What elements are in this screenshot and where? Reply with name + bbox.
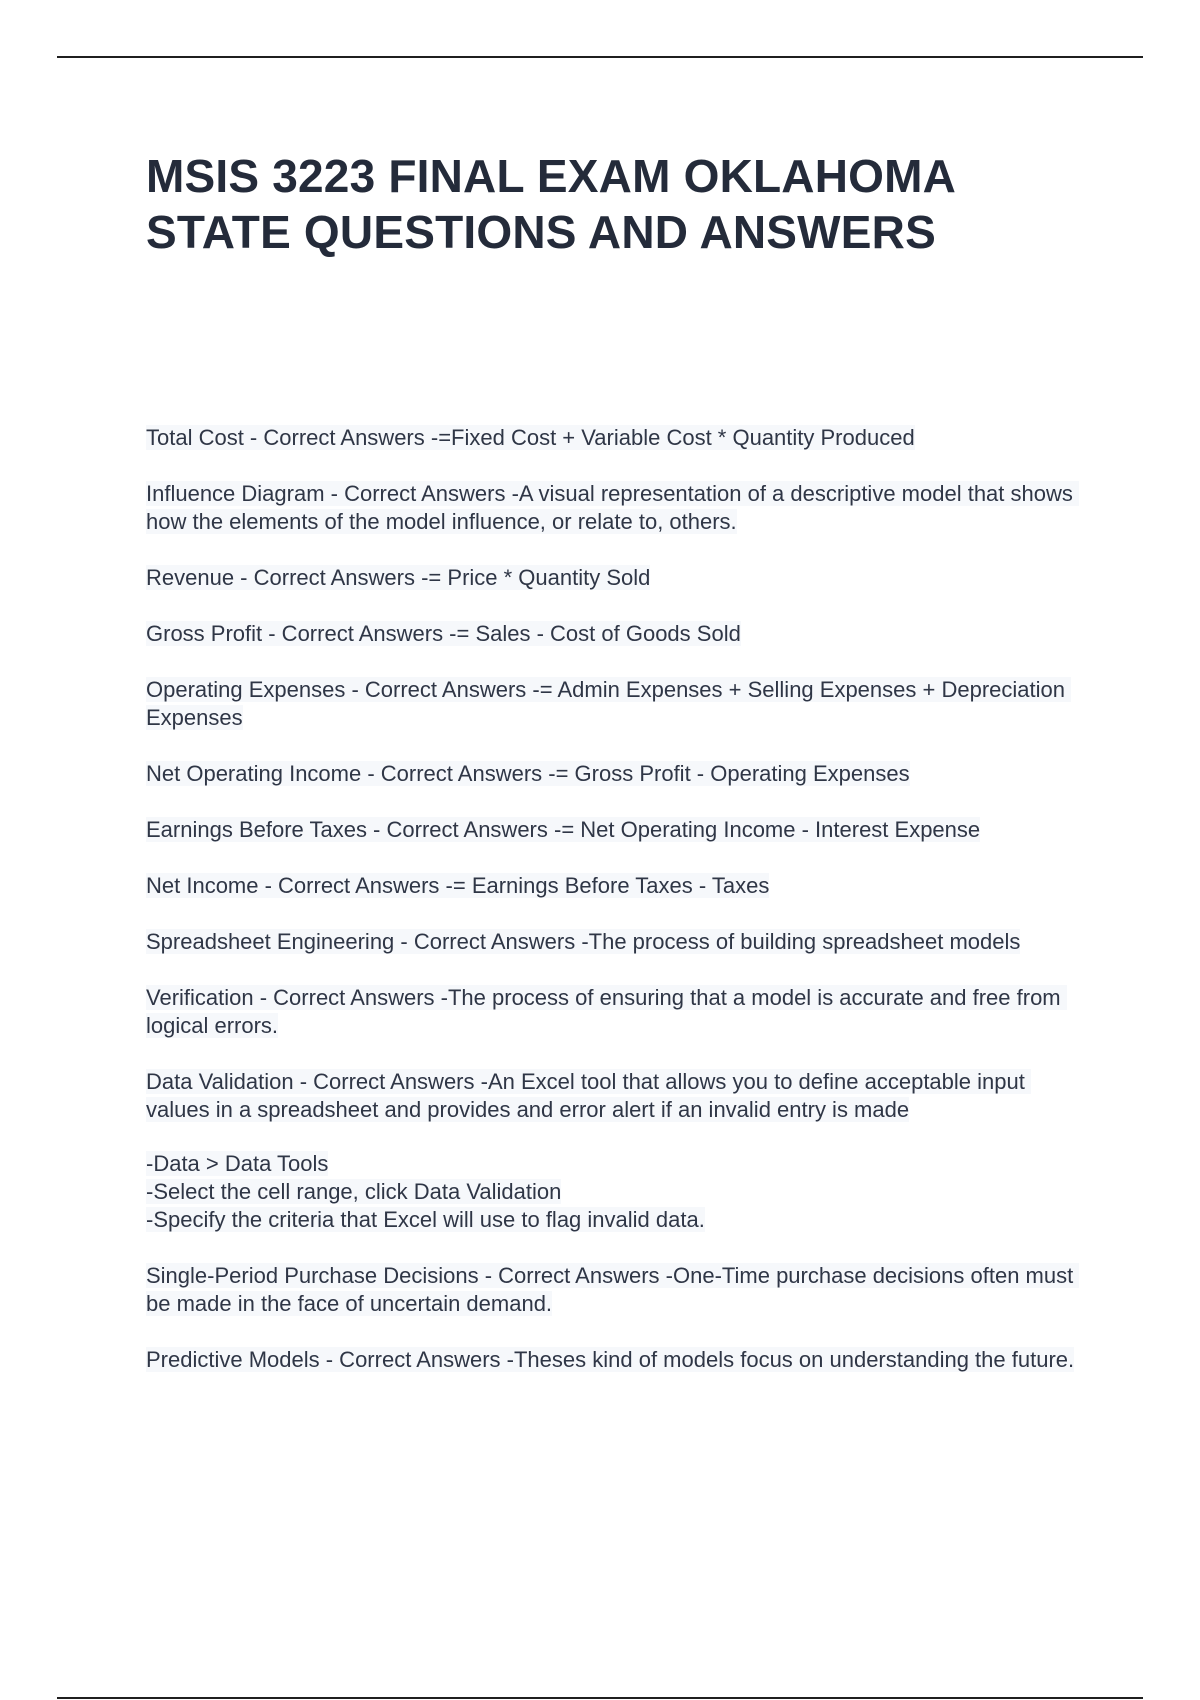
qa-entry-earnings-before-taxes: Earnings Before Taxes - Correct Answers -= Net Operating Income - Interest Expense [146, 817, 981, 842]
step-item: -Select the cell range, click Data Validation [146, 1179, 562, 1204]
page-title: MSIS 3223 FINAL EXAM OKLAHOMA STATE QUESTIONS AND ANSWERS [146, 150, 955, 258]
qa-entry-net-operating-income: Net Operating Income - Correct Answers -= Gross Profit - Operating Expenses [146, 761, 910, 786]
data-validation-steps [146, 1150, 1086, 1234]
qa-entry-total-cost: Total Cost - Correct Answers -=Fixed Cost + Variable Cost * Quantity Produced [146, 425, 915, 450]
header-rule [57, 56, 1143, 58]
qa-entry-single-period-purchase: Single-Period Purchase Decisions - Correct Answers -One-Time purchase decisions often must be made in the face of uncertain demand. [146, 1263, 1080, 1316]
qa-entry-predictive-models: Predictive Models - Correct Answers -Theses kind of models focus on understanding the future. [146, 1347, 1075, 1372]
qa-entry-revenue: Revenue - Correct Answers -= Price * Quantity Sold [146, 565, 651, 590]
qa-list [146, 424, 1086, 1402]
qa-entry-influence-diagram: Influence Diagram - Correct Answers -A visual representation of a descriptive model that shows how the elements of the model influence, or relate to, others. [146, 481, 1079, 534]
qa-entry-net-income: Net Income - Correct Answers -= Earnings Before Taxes - Taxes [146, 873, 770, 898]
qa-entry-operating-expenses: Operating Expenses - Correct Answers -= Admin Expenses + Selling Expenses + Depreciation Expenses [146, 677, 1072, 730]
step-item: -Data > Data Tools [146, 1151, 329, 1176]
qa-entry-verification: Verification - Correct Answers -The process of ensuring that a model is accurate and free from logical errors. [146, 985, 1067, 1038]
qa-entry-gross-profit: Gross Profit - Correct Answers -= Sales - Cost of Goods Sold [146, 621, 741, 646]
step-item: -Specify the criteria that Excel will use to flag invalid data. [146, 1207, 705, 1232]
qa-entry-data-validation: Data Validation - Correct Answers -An Excel tool that allows you to define acceptable input values in a spreadsheet and provides and error alert if an invalid entry is made [146, 1069, 1031, 1122]
footer-rule [57, 1697, 1143, 1699]
qa-entry-spreadsheet-engineering: Spreadsheet Engineering - Correct Answers -The process of building spreadsheet models [146, 929, 1021, 954]
